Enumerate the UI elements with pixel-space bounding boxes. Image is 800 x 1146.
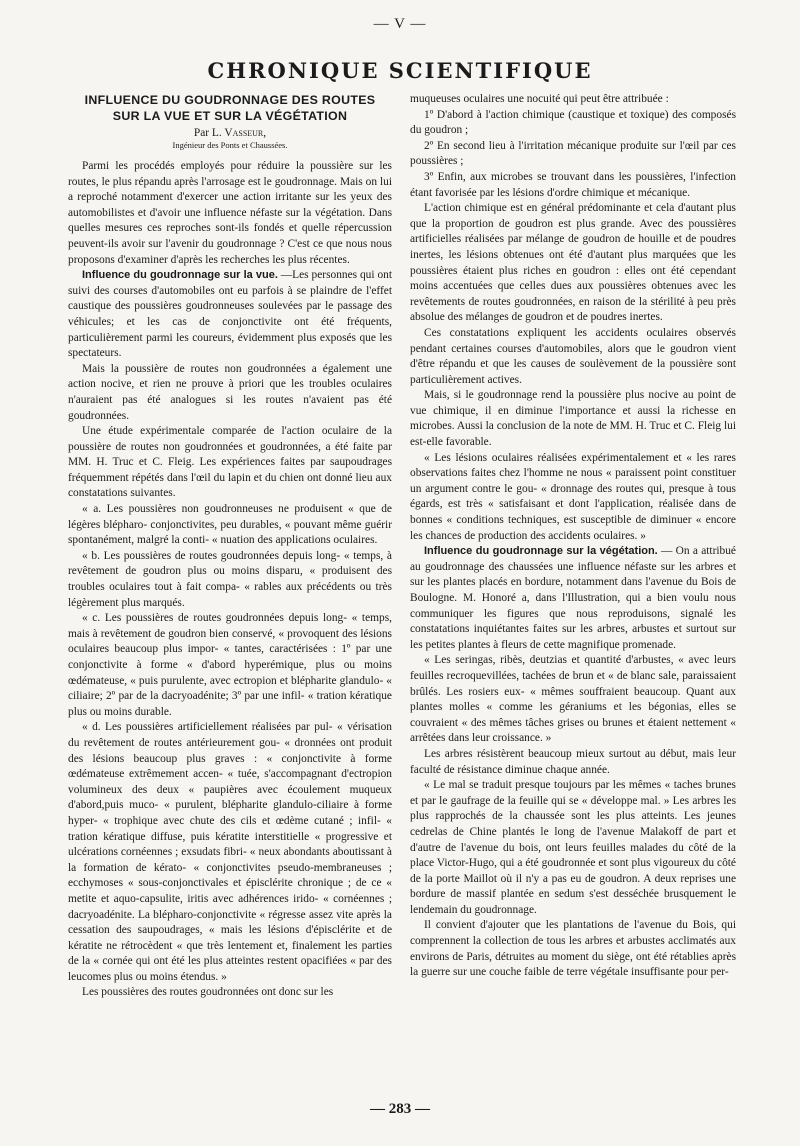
- paragraph: « Le mal se traduit presque toujours par les mêmes « taches brunes et par le gaufrage de la feuille qui se « développe mal. » Les arbres les plus rapprochés de la chaussée sont les plus atteints. Les jeunes cedrelas de Chine plantés le long de l'avenue Malakoff de part et d'autre de l'avenue du bois, ont leurs feuilles malades du côté de la place Victor-Hugo, qui a été goudronnée et sont plus vigoureux du côté de la porte Maillot où il n'y a pas eu de goudron. A deux reprises une bordure de massif plantée en sedum s'est desséchée brusquement le lendemain du goudronnage.: [410, 779, 736, 916]
- section-text: — On a attribué au goudronnage des chaussées une influence néfaste sur les arbres et sur les plantes placés en bordure, notamment dans l'avenue du Bois de Boulogne. M. Honoré a, dans l'Illustration, qui a bien voulu nous communiquer les figures que nous reproduisons, signalé les constatations inquiétantes faites sur les arbres, arbustes et surtout sur les petites plantes à fleurs de cette magnifique promenade.: [410, 545, 736, 651]
- article-title: [68, 92, 392, 124]
- paragraph: Parmi les procédés employés pour réduire la poussière sur les routes, le plus répandu après l'arrosage est le goudronnage. Mais on lui a reproché notamment d'exercer une action irritante sur les yeux des automobilistes et d'avoir une influence néfaste sur la végétation. Dans quelles mesures ces reproches sont-ils fondés et quelle répercussion peuvent-ils avoir sur l'avenir du goudronnage ? C'est ce que nous nous proposons d'examiner d'après les recherches les plus récentes.: [68, 160, 392, 266]
- author-name: L. Vasseur,: [211, 127, 267, 139]
- list-item: 1º D'abord à l'action chimique (caustique et toxique) des composés du goudron ;: [410, 108, 736, 137]
- quote-paragraph: « c. Les poussières de routes goudronnées depuis long- « temps, mais à revêtement de goudron bien conservé, « provoquent des lésions oculaires beaucoup plus impor- « tantes, caractérisées : 1º par une conjonctivite à forme « d'abord hyperémique, plus ou moins œdémateuse, « puis purulente, avec ectropion et blépharite glandulo- « ciliaire; 2º par de la dacryoadénite; 3º par une infil- « tration kératique plus ou moins durable.: [68, 612, 392, 718]
- quote-paragraph: « Les seringas, ribès, deutzias et quantité d'arbustes, « avec leurs feuilles recroquevillées, tachées de brun et « de blanc sale, paraissaient brûlés. Les rosiers eux- « mêmes souffraient beaucoup. Quant aux plantes molles « comme les géraniums et les bégonias, elles se couvraient « des mêmes tâches grises ou brunes et étaient nettement « arrêtées dans leur croissance. »: [410, 654, 736, 745]
- quote-paragraph: « b. Les poussières de routes goudronnées depuis long- « temps, à revêtement de goudron plus ou moins disparu, « produisent des troubles oculaires tout à fait compa- « rables aux précédents ou très légèrement plus marqués.: [68, 549, 392, 609]
- paragraph: Mais la poussière de routes non goudronnées a également une action nocive, et rien ne prouve à priori que les troubles oculaires n'auraient pas été analogues si les routes n'avaient pas été goudronnées.: [68, 362, 392, 422]
- section-heading-vegetation: Influence du goudronnage sur la végétation.: [424, 545, 658, 558]
- paragraph: Ces constatations expliquent les accidents oculaires observés pendant certaines courses d'automobiles, alors que le goudron vient d'être répandu et que les causes de soulèvement de la poussière sont particulièrement actives.: [410, 326, 736, 386]
- article-title-line-1: INFLUENCE DU GOUDRONNAGE DES ROUTES: [84, 93, 376, 107]
- section-heading-vue: Influence du goudronnage sur la vue.: [82, 269, 278, 282]
- journal-title: CHRONIQUE SCIENTIFIQUE: [207, 58, 593, 83]
- left-column: [68, 90, 392, 1092]
- paragraph: Mais, si le goudronnage rend la poussière plus nocive au point de vue chimique, il en diminue l'importance et aussi la richesse en microbes. Aussi la conclusion de la note de MM. H. Truc et C. Fleig lui est-elle favorable.: [410, 389, 736, 449]
- quote-paragraph: « a. Les poussières non goudronneuses ne produisent « que de légères blépharo- conjonctivites, peu durables, « pouvant même guérir spontanément, malgré la conti- « nuation des applications oculaires.: [68, 503, 392, 547]
- quote-paragraph: « Les lésions oculaires réalisées expérimentalement et « les rares observations faites chez l'homme ne nous « paraissent point constituer un argument contre le gou- « dronnage des routes qui, presque à tous égards, est très « satisfaisant et dont l'application, réalisée dans de bonnes « conditions techniques, est susceptible de diminuer « encore les chances de production des accidents oculaires. »: [410, 451, 736, 542]
- section-paragraph: [68, 268, 392, 362]
- article-title-line-2: SUR LA VUE ET SUR LA VÉGÉTATION: [112, 109, 348, 123]
- section-numeral: — V —: [373, 16, 427, 32]
- list-item: 2º En second lieu à l'irritation mécanique produite sur l'œil par ces poussières ;: [410, 139, 736, 168]
- paragraph: Il convient d'ajouter que les plantations de l'avenue du Bois, qui comprennent la collection de tous les arbres et arbustes acclimatés aux environs de Paris, détruites au moment du siège, ont été rétablies après la guerre sur une couche faible de terre végétale insuffisante pour per-: [410, 919, 736, 979]
- quote-paragraph: « d. Les poussières artificiellement réalisées par pul- « vérisation du revêtement de routes antérieurement gou- « dronnées ont produit des lésions beaucoup plus graves : « conjonctivite à forme œdémateuse extrêmement accen- « tuée, s'accompagnant d'ectropion volumineux des deux « paupières avec écoulement muqueux d'abord,puis muco- « purulent, blépharite glandulo-ciliaire à forme hyper- « trophique avec chute des cils et œdème cutané ; infil- « tration kératique diffuse, puis kératite interstitielle « progressive et ulcérations cornéennes ; exsudats fibri- « neux abondants aboutissant à la formation de kérato- « conjonctivites pseudo-membraneuses ; ecchymoses « sous-conjonctivales et épisclérite chronique ; de ce « metite et aquo-capsulite, iritis avec adhérences irido- « cornéennes ; dacryoadénite. La blépharo-conjonctivite « régresse assez vite après la cessation des saupoudrages, « mais les lésions d'épisclérite et de kératite ne rétrocèdent « que très lentement et, finalement les parties de la « cornée qui ont été les plus atteintes restent opacifiées « par des leucomes plus ou moins étendus. »: [68, 721, 392, 983]
- paragraph: L'action chimique est en général prédominante et cela d'autant plus que la proportion de goudron est plus grande. Avec des poussières artificielles réalisées par mélange de goudron de houille et de poudres inertes, les lésions obtenues ont été d'autant plus marquées que les poussières étaient plus riches en goudron : elles ont été cependant moins accentuées que celles dues aux poussières obtenues avec les revêtements de routes goudronnées, en raison de la stérilité à peu près absolue des mélanges de goudron et de poudres inertes.: [410, 202, 736, 324]
- paragraph: Les poussières des routes goudronnées ont donc sur les: [82, 986, 334, 999]
- author-affiliation: Ingénieur des Ponts et Chaussées.: [172, 140, 288, 150]
- list-item: 3º Enfin, aux microbes se trouvant dans les poussières, l'infection étant favorisée par les lésions d'ordre chimique et mécanique.: [410, 170, 736, 199]
- byline: [68, 126, 392, 140]
- paragraph: Une étude expérimentale comparée de l'action oculaire de la poussière de routes non goudronnées et goudronnées, a été faite par MM. H. Truc et C. Fleig. Les expériences faites par saupoudrages fréquemment répétés dans l'œil du lapin et du chien ont donné lieu aux constatations suivantes.: [68, 425, 392, 500]
- paragraph-continued: muqueuses oculaires une nocuité qui peut être attribuée :: [410, 93, 669, 105]
- section-text: —Les personnes qui ont suivi des courses d'automobiles ont eu parfois à se plaindre de l'effet caustique des poussières goudronneuses soulevées par le passage des véhicules; et les cas de conjonctivite ont été fréquents, particulièrement parmi les coureurs, évidemment plus exposés que les spectateurs.: [68, 269, 392, 360]
- page-number: — 283 —: [370, 1101, 430, 1117]
- right-column: [410, 92, 736, 1094]
- section-paragraph: [410, 544, 736, 653]
- paragraph: Les arbres résistèrent beaucoup mieux surtout au début, mais leur faculté de résistance diminue chaque année.: [410, 747, 736, 776]
- byline-prefix: Par: [193, 127, 210, 139]
